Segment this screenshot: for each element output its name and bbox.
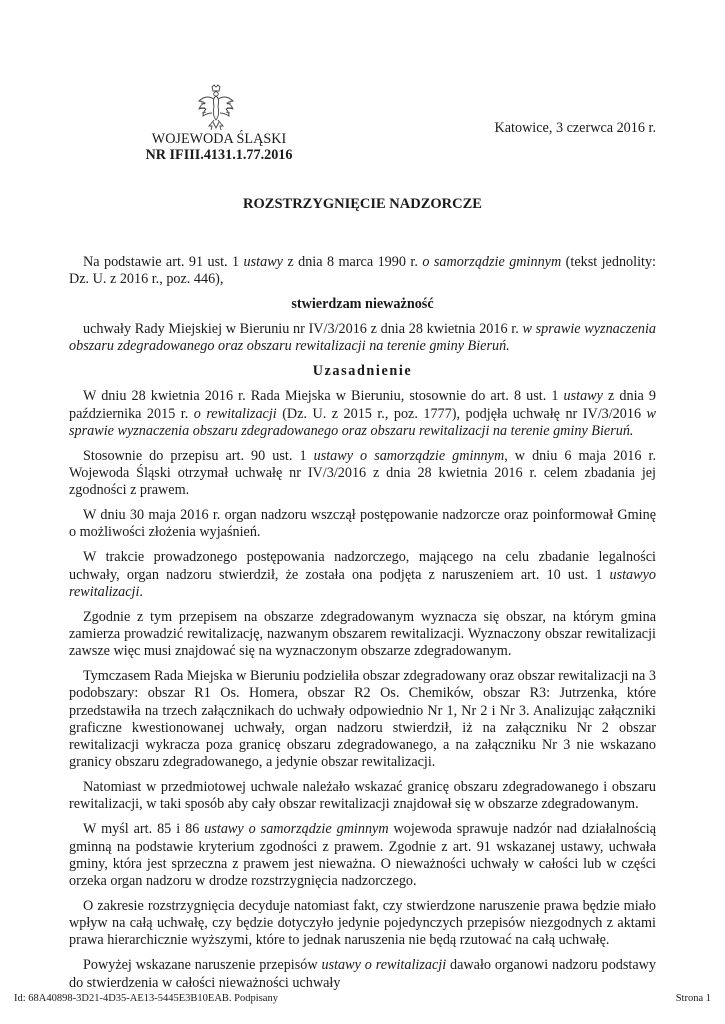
paragraph-4: Stosownie do przepisu art. 90 ust. 1 ustawy o samorządzie gminnym, w dniu 6 maja 2016 r. Wojewoda Śląski otrzymał uchwałę nr IV/3/2016 z dnia 28 kwietnia 2016 r. celem zbadania jej zgodności z prawem. [69, 447, 657, 499]
paragraph-10: W myśl art. 85 i 86 ustawy o samorządzie gminnym wojewoda sprawuje nadzór nad działalnością gminną na podstawie kryterium zgodności z prawem. Zgodnie z art. 91 wskazanej ustawy, uchwała gminy, która jest sprzeczna z prawem jest nieważna. O nieważności uchwały w całości lub w części orzeka organ nadzoru w drodze rozstrzygnięcia nadzorczego. [69, 821, 656, 890]
place-and-date: Katowice, 3 czerwca 2016 r. [494, 120, 656, 136]
issuing-authority [144, 131, 294, 163]
paragraph-6: W trakcie prowadzonego postępowania nadzorczego, mającego na celu zbadanie legalności uchwały, organ nadzoru stwierdził, że została ona podjęta z naruszeniem art. 10 ust. 1 ustawyo rewitalizacji. [69, 549, 656, 600]
document-body [69, 254, 656, 1000]
eagle-emblem-icon [196, 84, 236, 132]
paragraph-8: Tymczasem Rada Miejska w Bieruniu podzieliła obszar zdegradowany oraz obszar rewitalizacji na 3 podobszary: obszar R1 Os. Homera, obszar R2 Os. Chemików, obszar R3: Jutrzenka, które przedstawiła na trzech załącznikach do uchwały odpowiednio Nr 1, Nr 2 i Nr 3. Analizując załączniki graficzne kwestionowanej uchwały, organ nadzoru stwierdził, iż na załączniku Nr 2 obszar rewitalizacji wykracza poza granicę obszaru zdegradowanego, a na załączniku Nr 3 nie wskazano granicy obszaru zdegradowanego, a jedynie obszar rewitalizacji. [69, 668, 656, 771]
paragraph-3: W dniu 28 kwietnia 2016 r. Rada Miejska w Bieruniu, stosownie do art. 8 ust. 1 ustawy z dnia 9 października 2015 r. o rewitalizacji (Dz. U. z 2015 r., poz. 1777), podjęła uchwałę nr IV/3/2016 w sprawie wyznaczenia obszaru zdegradowanego oraz obszaru rewitalizacji na terenie gminy Bieruń. [69, 388, 656, 439]
decision-statement: stwierdzam nieważność [291, 296, 434, 313]
document-id: Id: 68A40898-3D21-4D35-AE13-5445E3B10EAB. Podpisany [14, 993, 278, 1004]
page-footer [14, 993, 711, 1004]
legal-basis-paragraph: Na podstawie art. 91 ust. 1 ustawy z dnia 8 marca 1990 r. o samorządzie gminnym (tekst jednolity: Dz. U. z 2016 r., poz. 446), [69, 254, 656, 288]
case-number: NR IFIII.4131.1.77.2016 [145, 147, 293, 163]
document-title: ROZSTRZYGNIĘCIE NADZORCZE [243, 196, 482, 212]
paragraph-5: W dniu 30 maja 2016 r. organ nadzoru wszczął postępowanie nadzorcze oraz poinformował Gminę o możliwości złożenia wyjaśnień. [69, 507, 656, 541]
justification-heading: Uzasadnienie [312, 363, 413, 380]
paragraph-11: O zakresie rozstrzygnięcia decyduje natomiast fakt, czy stwierdzone naruszenie prawa będzie miało wpływ na całą uchwałę, czy będzie dotyczyło jedynie pojedynczych przepisów niezgodnych z aktami prawa hierarchicznie wyższymi, które to jednak naruszenia nie będą rzutować na całą uchwałę. [69, 898, 656, 949]
paragraph-9: Natomiast w przedmiotowej uchwale należało wskazać granicę obszaru zdegradowanego i obszaru rewitalizacji, w taki sposób aby cały obszar rewitalizacji znajdował się w obszarze zdegradowanym. [69, 779, 656, 813]
authority-name: WOJEWODA ŚLĄSKI [151, 131, 287, 147]
paragraph-12: Powyżej wskazane naruszenie przepisów ustawy o rewitalizacji dawało organowi nadzoru podstawy do stwierdzenia w całości nieważności uchwały [69, 957, 657, 991]
page-number: Strona 1 [675, 993, 711, 1004]
paragraph-7: Zgodnie z tym przepisem na obszarze zdegradowanym wyznacza się obszar, na którym gmina zamierza prowadzić rewitalizację, nazwanym obszarem rewitalizacji. Wyznaczony obszar rewitalizacji zawsze więc musi znajdować się na wyznaczonym obszarze zdegradowanym. [69, 608, 656, 660]
resolution-reference: uchwały Rady Miejskiej w Bieruniu nr IV/3/2016 z dnia 28 kwietnia 2016 r. w sprawie wyznaczenia obszaru zdegradowanego oraz obszaru rewitalizacji na terenie gminy Bieruń. [69, 321, 657, 355]
